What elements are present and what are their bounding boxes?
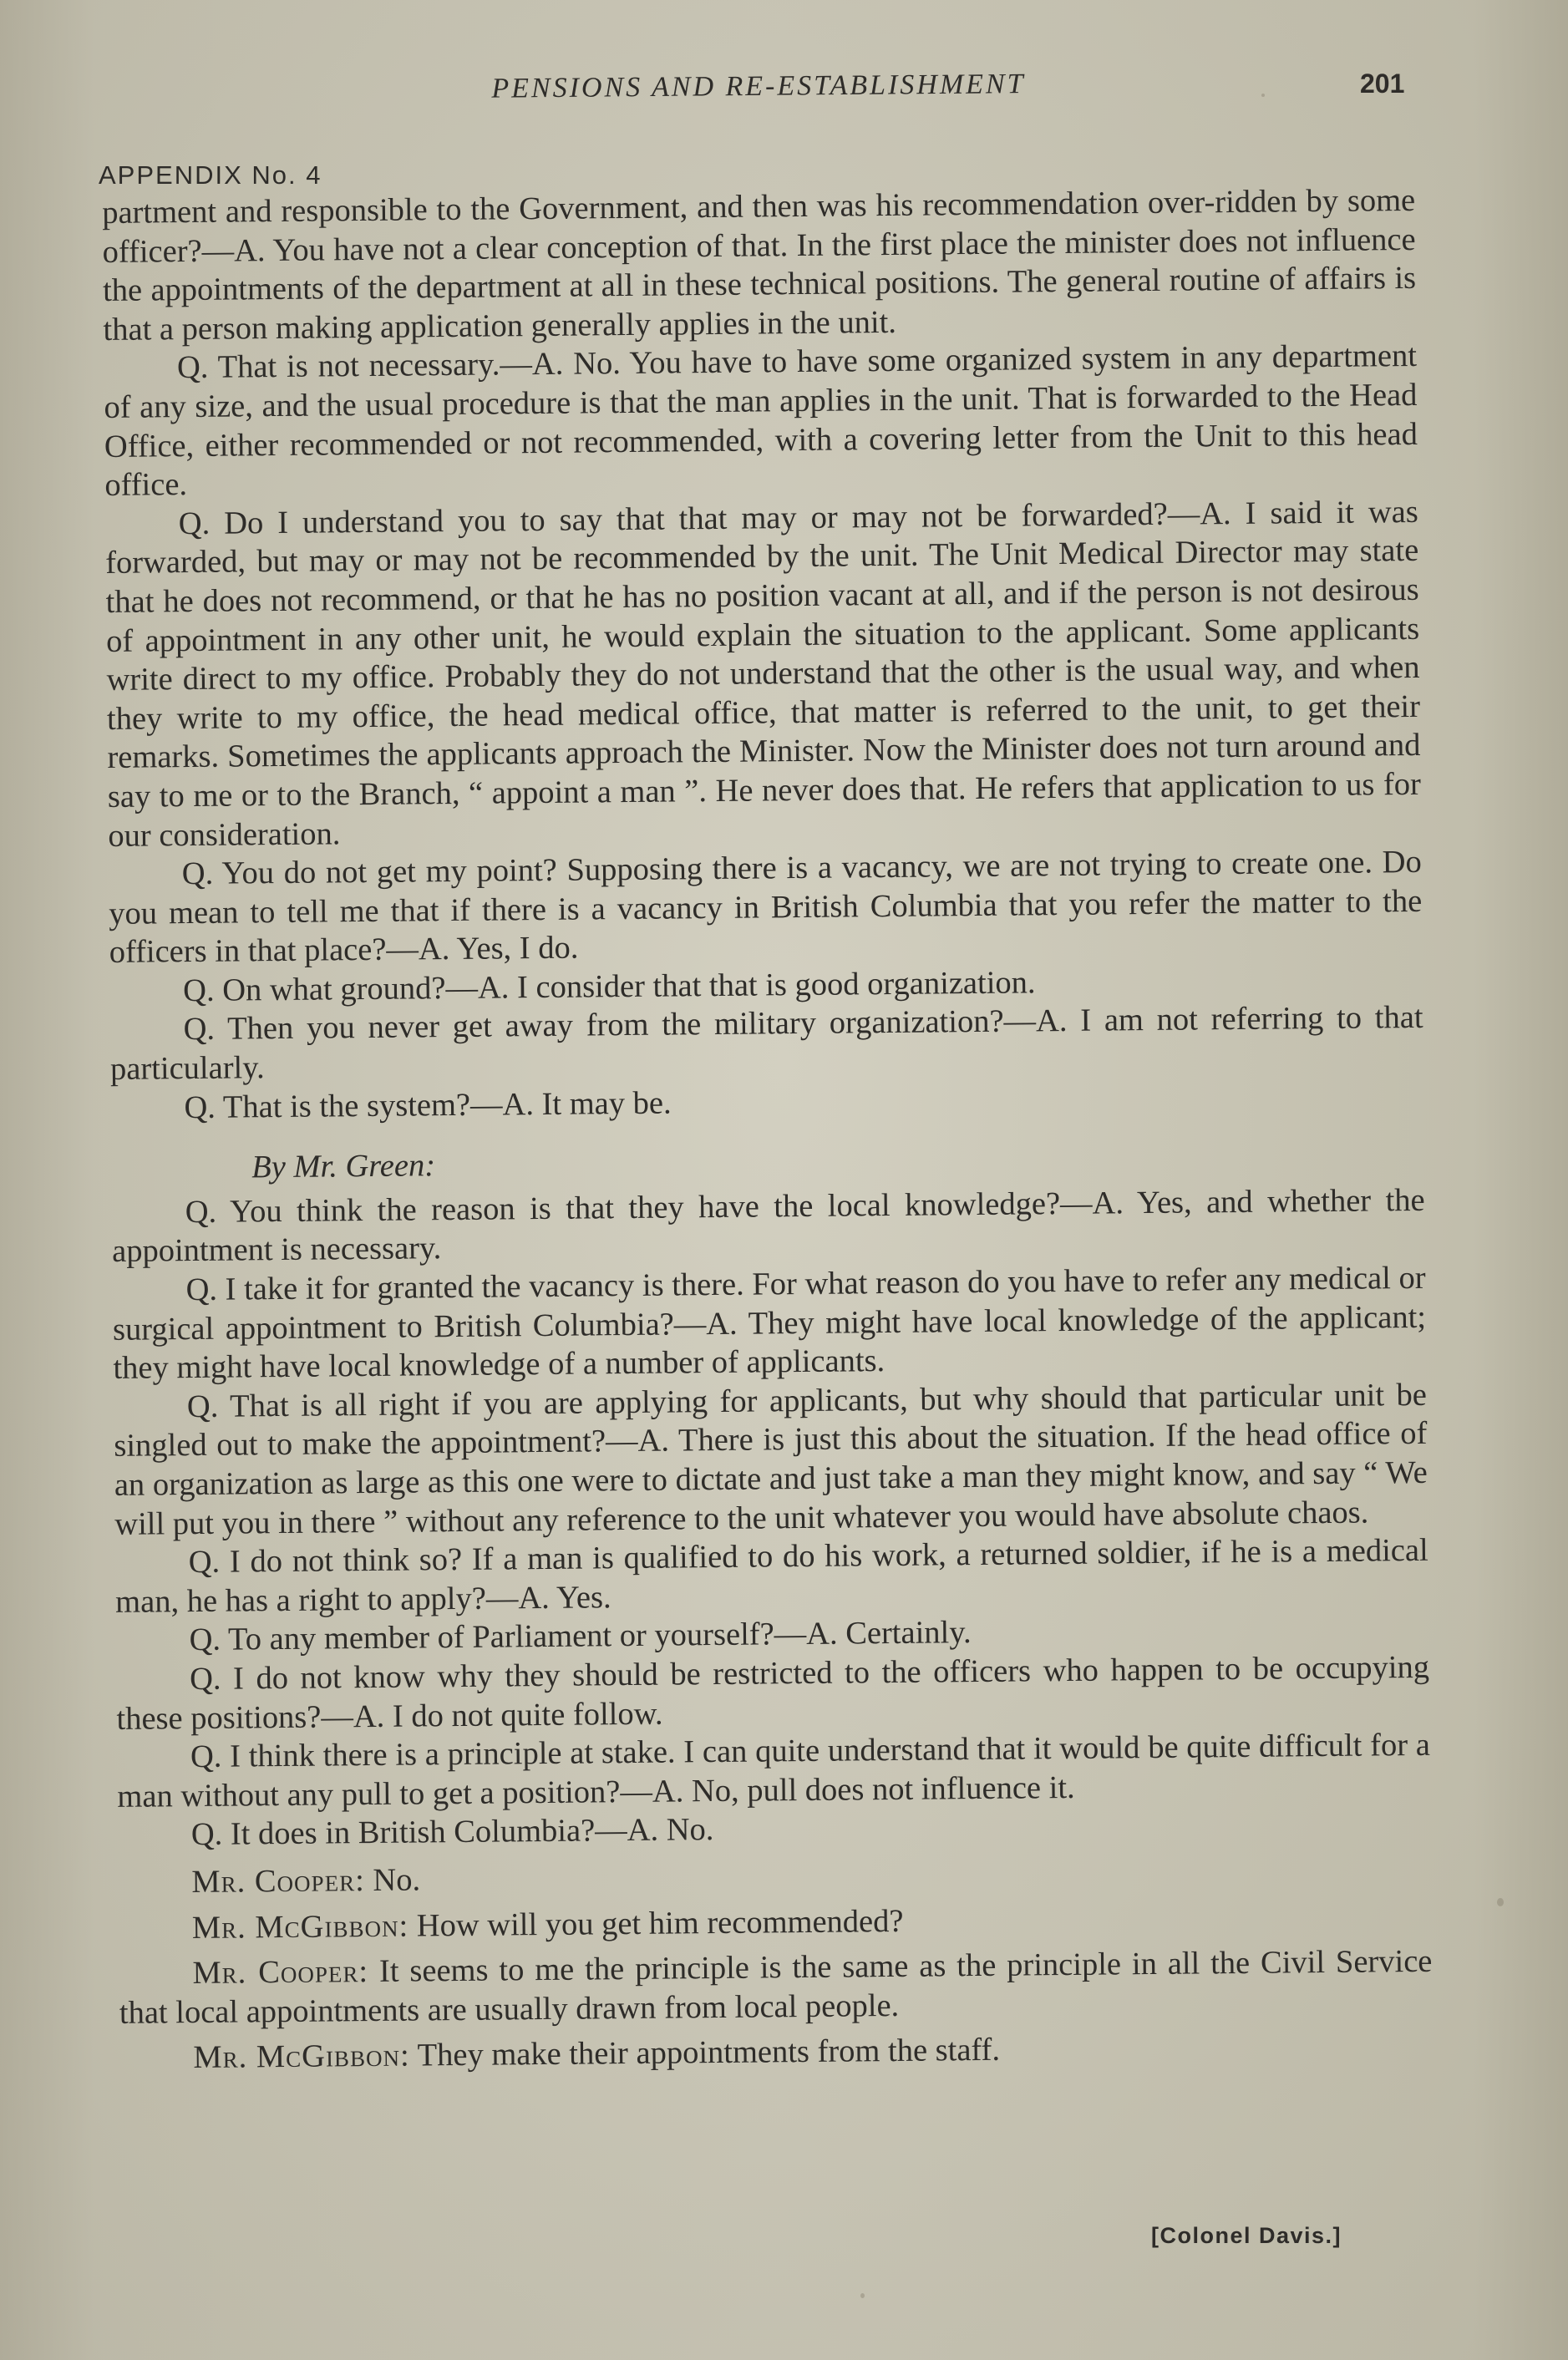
body-text xyxy=(102,181,1434,2078)
paper-speck xyxy=(1497,1898,1504,1906)
paragraph: Q. You do not get my point? Supposing there is a vacancy, we are not trying to create one. Do you mean to tell me that if there is a vacancy in British Columbia that you refer the matter to the officers in that place?—A. Yes, I do. xyxy=(109,844,1423,971)
page-number: 201 xyxy=(1360,69,1405,99)
speaker-text: No. xyxy=(373,1862,421,1898)
paragraph: Q. That is the system?—A. It may be. xyxy=(184,1085,672,1125)
speaker-name: Mr. Cooper: xyxy=(192,1954,369,1992)
paragraph: Q. Then you never get away from the military organization?—A. I am not referring to that particularly. xyxy=(109,1000,1423,1088)
speaker-text: They make their appointments from the staff. xyxy=(417,2033,1001,2073)
paragraph: Q. You think the reason is that they have the local knowledge?—A. Yes, and whether the appointment is necessary. xyxy=(111,1182,1425,1270)
speaker-name: Mr. McGibbon: xyxy=(193,2038,410,2076)
paper-speck xyxy=(860,2293,865,2298)
paragraph: Q. To any member of Parliament or yourself?—A. Certainly. xyxy=(189,1615,972,1658)
paragraph: Q. That is not necessary.—A. No. You have to have some organized system in any department of any size, and the usual procedure is that the man applies in the unit. That is forwarded to the Head Office, either recommended or not recommended, with a covering letter from the Unit to this head office. xyxy=(104,338,1418,504)
paragraph: Q. I take it for granted the vacancy is there. For what reason do you have to refer any medical or surgical appointment to British Columbia?—A. They might have local knowledge of the applicant; they might have local knowledge of a number of applicants. xyxy=(112,1260,1427,1387)
appendix-label: APPENDIX No. 4 xyxy=(99,160,322,190)
paragraph: Q. Do I understand you to say that that may or may not be forwarded?—A. I said it was forwarded, but may or may not be recommended by the unit. The Unit Medical Director may state that he does not recommend, or that he has no position vacant at all, and if the person is not desirous of appointment in any other unit, he would explain the situation to the applicant. Some applicants write direct to my office. Probably they do not understand that the other is the usual way, and when they write to my office, the head medical office, that matter is referred to the unit, to get their remarks. Sometimes the applicants approach the Minister. Now the Minister does not turn around and say to me or to the Branch, “ appoint a man ”. He never does that. He refers that application to us for our consideration. xyxy=(105,494,1422,854)
dialogue-line xyxy=(118,1851,1431,1903)
paragraph: Q. I do not know why they should be restricted to the officers who happen to be occupying these positions?—A. I do not quite follow. xyxy=(116,1649,1430,1737)
speaker-text: How will you get him recommended? xyxy=(416,1903,904,1944)
running-head: PENSIONS AND RE-ESTABLISHMENT xyxy=(491,69,1026,104)
examiner-heading: By Mr. Green: xyxy=(251,1148,436,1185)
speaker-name: Mr. Cooper: xyxy=(191,1863,365,1900)
paragraph: Q. That is all right if you are applying for applicants, but why should that particular unit be singled out to make the appointment?—A. There is just this about the situation. If the head office of an organization as large as this one were to dictate and just take a man they might know, and say “ We will put you in there ” without any reference to the unit whatever you would have absolute chaos. xyxy=(114,1377,1428,1542)
paragraph: Q. I think there is a principle at stake. I can quite understand that it would be quite difficult for a man without any pull to get a position?—A. No, pull does not influence it. xyxy=(117,1727,1431,1814)
dialogue-line xyxy=(119,1896,1432,1948)
speaker-name: Mr. McGibbon: xyxy=(191,1908,409,1946)
paragraph: partment and responsible to the Government, and then was his recommendation over-ridden by some officer?—A. You have not a clear conception of that. In the first place the minister does not influence the appointments of the department at all in these technical positions. The general routine of affairs is that a person making application generally applies in the unit. xyxy=(102,182,1417,348)
paragraph: Q. I do not think so? If a man is qualified to do his work, a returned soldier, if he is a medical man, he has a right to apply?—A. Yes. xyxy=(114,1533,1428,1620)
paper-speck xyxy=(1261,94,1265,97)
witness-attribution: [Colonel Davis.] xyxy=(1151,2223,1342,2248)
dialogue-line xyxy=(119,1942,1433,2033)
paragraph: Q. On what ground?—A. I consider that that is good organization. xyxy=(182,965,1036,1008)
paragraph: Q. It does in British Columbia?—A. No. xyxy=(190,1812,714,1853)
dialogue-line xyxy=(119,2027,1433,2078)
speaker-text: It seems to me the principle is the same as the principle in all the Civil Service that local appointments are usually drawn from local people. xyxy=(119,1943,1433,2031)
